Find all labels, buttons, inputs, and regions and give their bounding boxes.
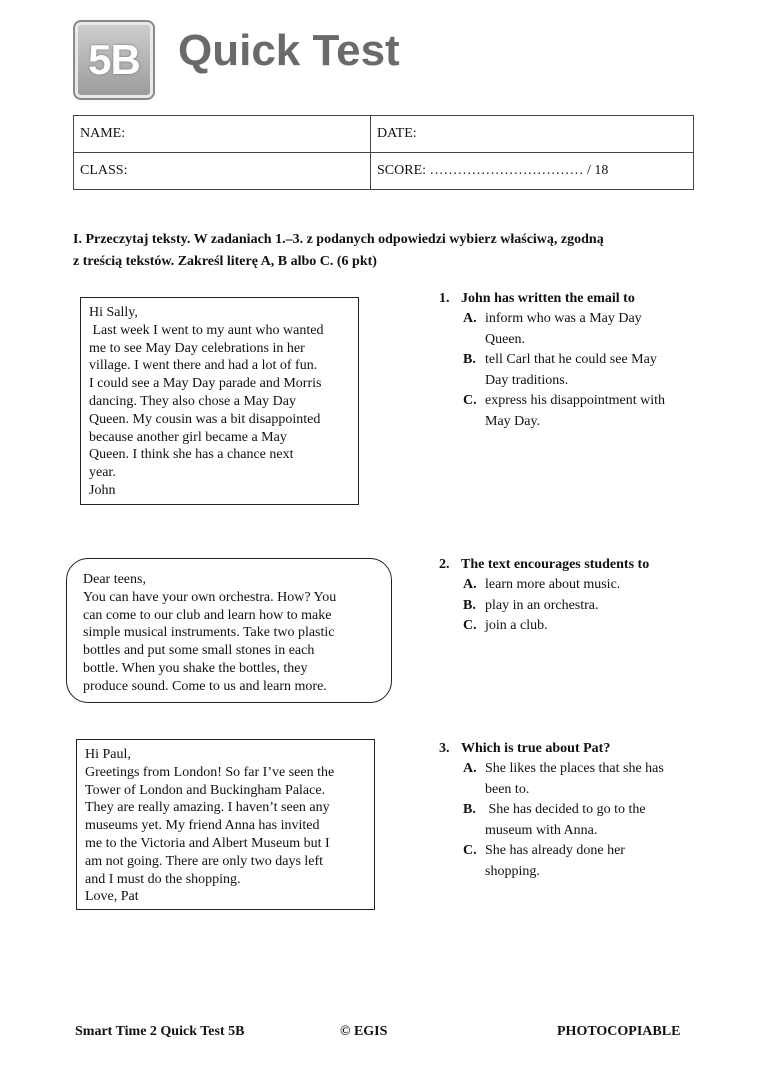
option-line: play in an orchestra.	[485, 597, 599, 613]
option-line: She likes the places that she has	[485, 761, 664, 776]
option-line: tell Carl that he could see May	[485, 352, 657, 367]
reading-text-email	[80, 297, 359, 505]
question-number: 3.	[439, 741, 450, 756]
option-letter: C.	[463, 618, 477, 633]
answer-option-c[interactable]	[439, 391, 739, 432]
text-line: Love, Pat	[85, 889, 139, 905]
option-line: express his disappointment with	[485, 393, 666, 408]
option-line: May Day.	[485, 413, 541, 429]
name-field[interactable]: NAME:	[74, 116, 371, 153]
text-line: produce sound. Come to us and learn more.	[83, 678, 327, 694]
question-2	[439, 554, 739, 637]
text-line: Hi Paul,	[85, 747, 131, 762]
question-stem	[439, 738, 739, 759]
text-line: bottles and put some small stones in each	[83, 643, 315, 659]
footer-copyright: © EGIS	[340, 1024, 388, 1039]
reading-text-postcard	[76, 739, 375, 910]
text-line: me to the Victoria and Albert Museum but I	[85, 835, 330, 851]
footer-book-title: Smart Time 2 Quick Test 5B	[75, 1024, 245, 1039]
score-field[interactable]: SCORE: …………………………… / 18	[371, 153, 694, 190]
page-title: Quick Test	[178, 26, 400, 75]
option-letter: B.	[463, 802, 476, 817]
option-line: join a club.	[485, 618, 548, 633]
text-line: Last week I went to my aunt who wanted	[89, 322, 324, 338]
text-line: Hi Sally,	[89, 305, 138, 320]
option-line: She has decided to go to the	[485, 802, 646, 817]
text-line: can come to our club and learn how to make	[83, 607, 332, 623]
option-letter: A.	[463, 577, 477, 592]
question-1	[439, 288, 739, 432]
question-text: Which is true about Pat?	[461, 741, 611, 756]
text-line: simple musical instruments. Take two plastic	[83, 625, 335, 641]
text-line: John	[89, 482, 116, 498]
option-line: been to.	[485, 781, 530, 797]
question-stem	[439, 288, 739, 309]
option-line: Day traditions.	[485, 372, 569, 388]
table-row	[74, 153, 694, 190]
text-line: dancing. They also chose a May Day	[89, 393, 296, 409]
text-line: Tower of London and Buckingham Palace.	[85, 782, 326, 798]
option-line: She has already done her	[485, 843, 625, 858]
option-letter: C.	[463, 843, 477, 858]
text-line: I could see a May Day parade and Morris	[89, 376, 322, 392]
table-row	[74, 116, 694, 153]
text-line: museums yet. My friend Anna has invited	[85, 818, 320, 834]
text-line: bottle. When you shake the bottles, they	[83, 660, 308, 676]
question-text: The text encourages students to	[461, 557, 650, 572]
option-letter: B.	[463, 597, 476, 613]
question-text: John has written the email to	[461, 291, 635, 306]
question-3	[439, 738, 739, 882]
reading-text-notice	[66, 558, 392, 703]
student-info-table	[73, 115, 694, 190]
text-line: because another girl became a May	[89, 429, 287, 445]
text-line: Greetings from London! So far I’ve seen the	[85, 764, 335, 780]
text-line: village. I went there and had a lot of fun.	[89, 358, 318, 374]
question-number: 1.	[439, 291, 450, 306]
text-line: year.	[89, 465, 116, 481]
answer-option-c[interactable]	[439, 841, 739, 882]
text-line: Dear teens,	[83, 572, 146, 587]
instruction-line: I. Przeczytaj teksty. W zadaniach 1.–3. z podanych odpowiedzi wybierz właściwą, zgodną	[73, 232, 604, 247]
option-line: learn more about music.	[485, 577, 621, 592]
option-line: museum with Anna.	[485, 822, 598, 838]
class-field[interactable]: CLASS:	[74, 153, 371, 190]
option-line: shopping.	[485, 863, 540, 879]
answer-option-a[interactable]	[439, 759, 739, 800]
question-stem	[439, 554, 739, 575]
answer-option-b[interactable]	[439, 596, 739, 617]
answer-option-b[interactable]	[439, 800, 739, 841]
exercise-instructions	[73, 229, 713, 273]
footer-photocopiable: PHOTOCOPIABLE	[557, 1024, 681, 1039]
option-letter: C.	[463, 393, 477, 408]
option-letter: A.	[463, 761, 477, 776]
text-line: me to see May Day celebrations in her	[89, 340, 305, 356]
test-logo	[73, 20, 155, 100]
option-line: inform who was a May Day	[485, 311, 642, 326]
logo-text: 5B	[88, 36, 140, 83]
option-line: Queen.	[485, 331, 526, 347]
text-line: am not going. There are only two days left	[85, 853, 324, 869]
question-number: 2.	[439, 557, 450, 572]
answer-option-c[interactable]	[439, 616, 739, 637]
date-field[interactable]: DATE:	[371, 116, 694, 153]
answer-option-a[interactable]	[439, 309, 739, 350]
text-line: Queen. I think she has a chance next	[89, 447, 294, 463]
text-line: Queen. My cousin was a bit disappointed	[89, 411, 321, 427]
text-line: and I must do the shopping.	[85, 871, 241, 887]
answer-option-b[interactable]	[439, 350, 739, 391]
text-line: They are really amazing. I haven’t seen any	[85, 800, 330, 816]
answer-option-a[interactable]	[439, 575, 739, 596]
instruction-line: z treścią tekstów. Zakreśl literę A, B albo C. (6 pkt)	[73, 254, 377, 269]
option-letter: A.	[463, 311, 477, 326]
text-line: You can have your own orchestra. How? You	[83, 589, 337, 605]
option-letter: B.	[463, 352, 476, 367]
